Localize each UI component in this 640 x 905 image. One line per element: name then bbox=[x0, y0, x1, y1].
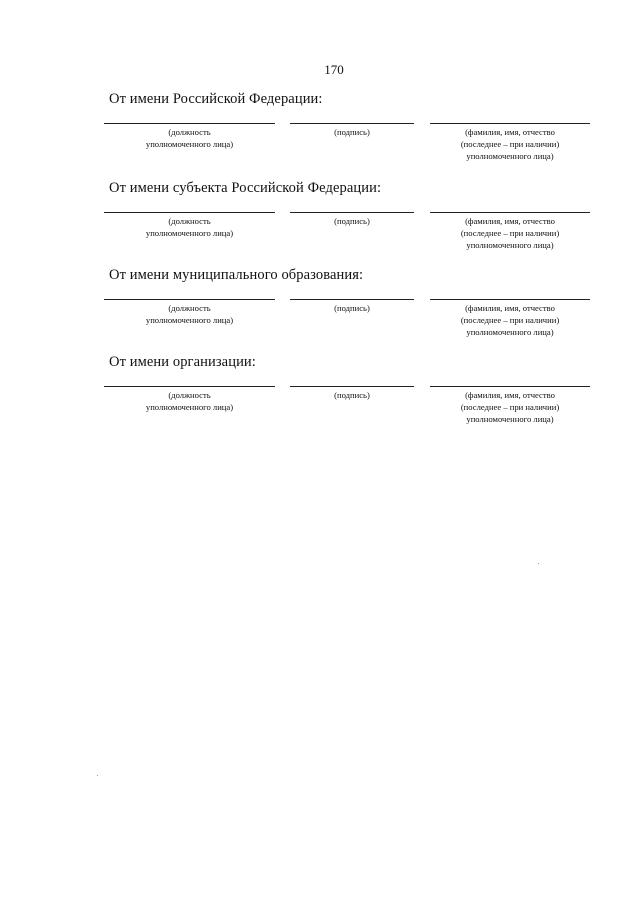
caption-line: (последнее – при наличии) bbox=[460, 228, 560, 238]
name-caption bbox=[430, 215, 590, 251]
caption-line: (должность bbox=[168, 127, 211, 137]
caption-line: уполномоченного лица) bbox=[466, 327, 554, 337]
caption-line: (подпись) bbox=[334, 127, 370, 137]
caption-line: (подпись) bbox=[334, 216, 370, 226]
caption-line: (фамилия, имя, отчество bbox=[465, 303, 555, 313]
name-line bbox=[430, 212, 590, 213]
block-heading: От имени Российской Федерации: bbox=[109, 91, 323, 107]
caption-line: уполномоченного лица) bbox=[145, 402, 234, 412]
caption-line: (должность bbox=[168, 390, 211, 400]
block-heading: От имени муниципального образования: bbox=[109, 267, 364, 283]
position-line bbox=[104, 386, 275, 387]
caption-line: уполномоченного лица) bbox=[466, 414, 554, 424]
scan-speck bbox=[538, 563, 539, 564]
name-line bbox=[430, 299, 590, 300]
caption-line: (фамилия, имя, отчество bbox=[465, 216, 555, 226]
name-caption bbox=[430, 126, 590, 162]
block-heading: От имени организации: bbox=[109, 354, 256, 370]
caption-line: (подпись) bbox=[334, 390, 370, 400]
position-line bbox=[104, 299, 275, 300]
caption-line: (последнее – при наличии) bbox=[460, 402, 560, 412]
page-number: 170 bbox=[324, 62, 344, 77]
signature-line bbox=[290, 212, 414, 213]
caption-line: уполномоченного лица) bbox=[145, 139, 234, 149]
caption-line: (подпись) bbox=[334, 303, 370, 313]
caption-line: уполномоченного лица) bbox=[145, 315, 234, 325]
block-heading: От имени субъекта Российской Федерации: bbox=[109, 180, 382, 196]
name-caption bbox=[430, 389, 590, 425]
position-caption bbox=[104, 215, 275, 239]
position-line bbox=[104, 212, 275, 213]
caption-line: уполномоченного лица) bbox=[466, 151, 554, 161]
position-caption bbox=[104, 389, 275, 413]
scan-speck bbox=[97, 775, 98, 776]
signature-caption bbox=[290, 215, 414, 227]
position-caption bbox=[104, 126, 275, 150]
position-caption bbox=[104, 302, 275, 326]
name-line bbox=[430, 386, 590, 387]
name-line bbox=[430, 123, 590, 124]
caption-line: (должность bbox=[168, 303, 211, 313]
name-caption bbox=[430, 302, 590, 338]
caption-line: (последнее – при наличии) bbox=[460, 139, 560, 149]
signature-line bbox=[290, 123, 414, 124]
position-line bbox=[104, 123, 275, 124]
signature-caption bbox=[290, 126, 414, 138]
signature-line bbox=[290, 299, 414, 300]
caption-line: (фамилия, имя, отчество bbox=[465, 127, 555, 137]
caption-line: (должность bbox=[168, 216, 211, 226]
signature-caption bbox=[290, 389, 414, 401]
caption-line: уполномоченного лица) bbox=[466, 240, 554, 250]
caption-line: уполномоченного лица) bbox=[145, 228, 234, 238]
caption-line: (фамилия, имя, отчество bbox=[465, 390, 555, 400]
signature-caption bbox=[290, 302, 414, 314]
signature-line bbox=[290, 386, 414, 387]
caption-line: (последнее – при наличии) bbox=[460, 315, 560, 325]
